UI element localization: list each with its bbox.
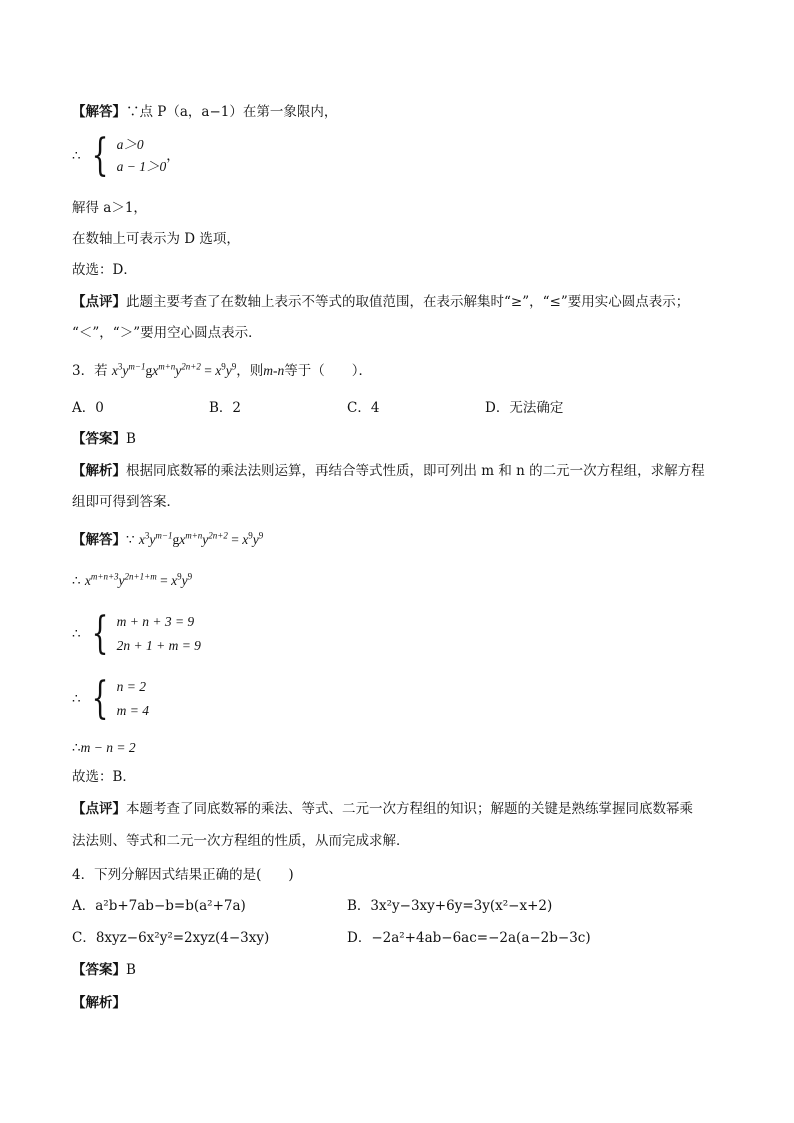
comment-bracket: 【点评】 — [72, 294, 126, 310]
q4-option-a: A．a²b+7ab−b=b(a²+7a) — [72, 898, 246, 914]
system-row: m + n + 3 = 9 — [116, 614, 195, 629]
therefore-symbol: ∴ — [72, 626, 81, 642]
step2-expression: $x^{m+n+3}y^{2n+1+m} = x^9y^9$ — [84, 571, 193, 588]
q3-equation-system — [72, 610, 201, 658]
q4-option-b: B．3x²y−3xy+6y=3y(x²−x+2) — [347, 898, 553, 914]
q3-option-b: B．2 — [209, 400, 242, 416]
q3-choose: 故选：B． — [72, 769, 136, 785]
q3-solution-line — [72, 531, 263, 549]
comment-bracket: 【点评】 — [72, 801, 126, 817]
analysis-text: 根据同底数幂的乘法法则运算，再结合等式性质，即可列出 m 和 n 的二元一次方程组，求解方程 — [126, 463, 705, 479]
q4-answer — [72, 961, 136, 979]
q4-stem: 4．下列分解因式结果正确的是( ) — [72, 867, 294, 883]
left-brace: { — [91, 130, 108, 181]
analysis-bracket: 【解析】 — [72, 995, 126, 1011]
q3-answer — [72, 430, 136, 448]
result-expression: m − n = 2 — [80, 740, 136, 755]
q3-option-c: C．4 — [347, 400, 380, 416]
because-symbol: ∵ — [126, 532, 135, 548]
q3-expression: $x^3y^{m-1}gx^{m+n}y^{2n+2} = x^9y^9$ — [111, 361, 237, 378]
solution-text: ∵点 P（a，a−1）在第一象限内， — [126, 104, 338, 120]
solution-bracket: 【解答】 — [72, 532, 126, 548]
system-row: m = 4 — [116, 703, 149, 718]
q3-comment-line2: 法法则、等式和二元一次方程组的性质，从而完成求解． — [72, 833, 410, 849]
therefore-symbol: ∴ — [72, 148, 81, 164]
comment-text: 此题主要考查了在数轴上表示不等式的取值范围，在表示解集时“≥”，“≤”要用实心圆点表示； — [126, 294, 690, 310]
solution-expression: $x^3y^{m-1}gx^{m+n}y^{2n+2} = x^9y^9$ — [138, 530, 264, 547]
q3-tail: 等于（ ）． — [284, 363, 372, 379]
q3-then: ，则 — [236, 363, 264, 379]
q3-option-d: D．无法确定 — [485, 400, 564, 416]
system-row: 2n + 1 + m = 9 — [116, 638, 201, 653]
prev-comment-line1 — [72, 293, 689, 311]
q3-number: 3．若 — [72, 363, 108, 379]
analysis-bracket: 【解析】 — [72, 463, 126, 479]
q4-option-d: D．−2a²+4ab−6ac=−2a(a−2b−3c) — [347, 930, 591, 946]
numberline-line: 在数轴上可表示为 D 选项， — [72, 231, 240, 247]
left-brace: { — [91, 608, 108, 659]
q3-step2 — [72, 572, 192, 590]
system-suffix: ， — [166, 148, 180, 164]
answer-bracket: 【答案】 — [72, 962, 126, 978]
prev-comment-line2: “＜”，“＞”要用空心圆点表示． — [72, 325, 262, 341]
therefore-symbol: ∴ — [72, 740, 81, 756]
answer-value: B — [126, 431, 136, 447]
left-brace: { — [91, 673, 108, 724]
prev-inequality-system — [72, 130, 180, 181]
q3-option-a: A．0 — [72, 400, 104, 416]
q3-comment-line1 — [72, 800, 693, 818]
q3-solution-system — [72, 675, 149, 723]
solution-bracket: 【解答】 — [72, 104, 126, 120]
q3-stem — [72, 362, 372, 380]
q4-analysis — [72, 994, 126, 1012]
system-row: n = 2 — [116, 679, 146, 694]
answer-value: B — [126, 962, 136, 978]
system-row: a＞0 — [116, 137, 144, 152]
solve-line: 解得 a＞1， — [72, 200, 147, 216]
q3-var: m-n — [263, 363, 285, 378]
q3-analysis-line2: 组即可得到答案． — [72, 494, 180, 510]
system-row: a − 1＞0 — [116, 159, 167, 174]
comment-text: 本题考查了同底数幂的乘法、等式、二元一次方程组的知识；解题的关键是熟练掌握同底数幂乘 — [126, 801, 693, 817]
choose-line: 故选：D． — [72, 262, 137, 278]
answer-bracket: 【答案】 — [72, 431, 126, 447]
q3-analysis-line1 — [72, 462, 705, 480]
therefore-symbol: ∴ — [72, 691, 81, 707]
prev-solution-line — [72, 103, 337, 121]
therefore-symbol: ∴ — [72, 573, 81, 589]
q3-result — [72, 739, 136, 757]
q4-option-c: C．8xyz−6x²y²=2xyz(4−3xy) — [72, 930, 270, 946]
